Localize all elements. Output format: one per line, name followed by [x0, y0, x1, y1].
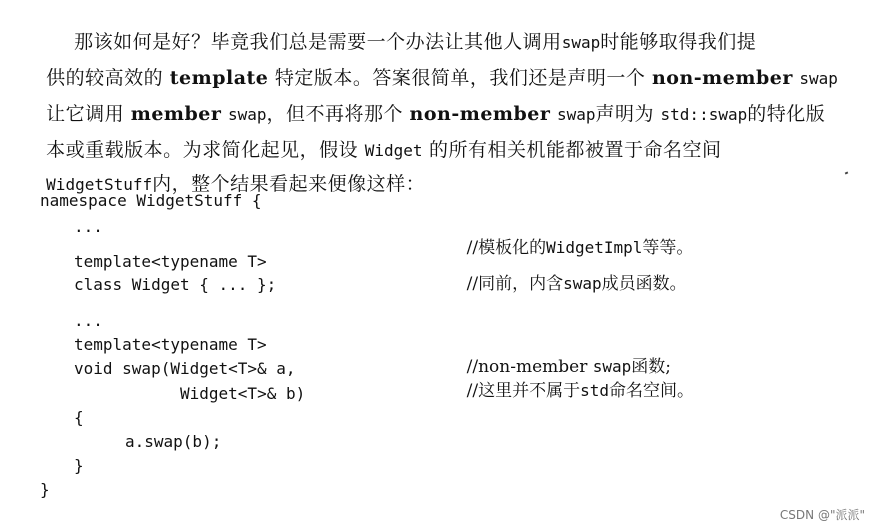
- bold-term: non-member: [409, 103, 551, 125]
- csdn-watermark: CSDN @"派派": [779, 508, 865, 522]
- comment-text: //这里并不属于: [466, 381, 581, 401]
- comment-text: 等等。: [642, 238, 694, 258]
- text-run: 供的较高效的: [46, 67, 170, 89]
- code-line: namespace WidgetStuff {: [40, 191, 262, 210]
- bold-term: non-member: [651, 67, 793, 89]
- bold-term: member: [130, 103, 222, 125]
- code-line: template<typename T>: [74, 252, 267, 271]
- comment-code: std: [580, 381, 609, 400]
- comment-text: //: [466, 357, 479, 377]
- comment-text: //同前，内含: [466, 274, 564, 294]
- comment-text: 成员函数。: [601, 274, 687, 294]
- scan-mark: [845, 171, 849, 174]
- code-comment: [445, 251, 687, 317]
- comment-code: swap: [592, 357, 632, 376]
- text-run: 让它调用: [46, 103, 131, 125]
- text-run: 内，整个结果看起来便像这样：: [152, 173, 426, 195]
- text-run: 特定版本。答案很简单，我们还是声明一个: [268, 67, 652, 89]
- code-line: }: [74, 456, 84, 475]
- code-term: swap: [227, 105, 267, 124]
- code-term: WidgetStuff: [46, 175, 153, 194]
- code-term: swap: [561, 33, 601, 52]
- text-run: 本或重载版本。为求简化起见，假设: [46, 139, 365, 161]
- text-run: 时能够取得我们提: [600, 31, 757, 53]
- comment-code: WidgetImpl: [546, 238, 643, 257]
- bold-term: template: [169, 67, 269, 89]
- text-run: 声明为: [595, 103, 661, 125]
- code-line: void swap(Widget<T>& a,: [74, 359, 296, 378]
- code-term: Widget: [364, 141, 423, 160]
- code-line: ...: [74, 217, 103, 236]
- comment-text: 命名空间。: [609, 381, 694, 401]
- code-line: ...: [74, 311, 103, 330]
- code-line: Widget<T>& b): [180, 384, 306, 403]
- comment-text: non-member: [478, 357, 588, 377]
- comment-text: 函数;: [631, 357, 672, 377]
- comment-text: //模板化的: [466, 238, 547, 258]
- code-line: {: [74, 408, 84, 427]
- code-line: }: [40, 480, 50, 499]
- code-term: swap: [556, 105, 596, 124]
- code-term: std::swap: [660, 105, 748, 124]
- text-run: 的所有相关机能都被置于命名空间: [422, 139, 722, 161]
- text-run: 那该如何是好？毕竟我们总是需要一个办法让其他人调用: [74, 31, 562, 53]
- code-line: a.swap(b);: [125, 432, 222, 451]
- code-line: class Widget { ... };: [74, 275, 277, 294]
- comment-code: swap: [563, 274, 602, 293]
- text-run: ，但不再将那个: [266, 103, 410, 125]
- text-run: 的特化版: [747, 103, 826, 125]
- code-comment: [445, 358, 694, 424]
- code-line: template<typename T>: [74, 335, 267, 354]
- code-term: swap: [799, 69, 838, 88]
